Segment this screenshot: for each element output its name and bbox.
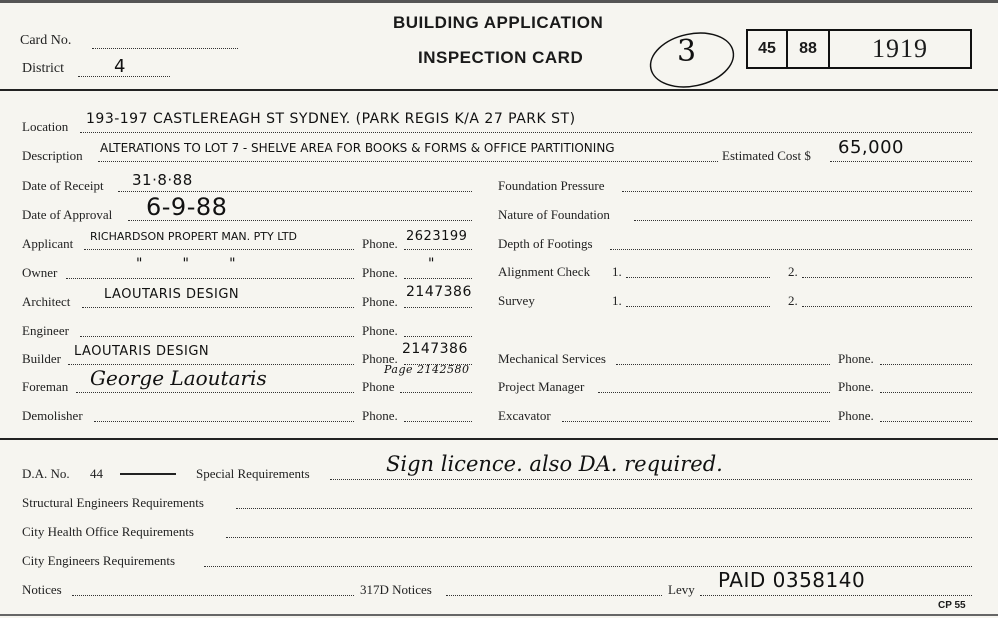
foreman-phone-label: Phone — [362, 379, 395, 394]
box-code-2: 88 — [786, 29, 830, 69]
applicant-value: RICHARDSON PROPERT MAN. PTY LTD — [90, 230, 298, 243]
structural-label: Structural Engineers Requirements — [22, 495, 204, 510]
demolisher-line — [94, 421, 354, 422]
builder-phone-label: Phone. — [362, 351, 398, 366]
applicant-phone-line — [404, 249, 472, 250]
notices-317d-line — [446, 595, 662, 596]
mechanical-phone-line — [880, 364, 972, 365]
builder-line — [68, 364, 354, 365]
date-of-receipt-value: 31·8·88 — [132, 171, 193, 189]
card-no-label: Card No. — [20, 33, 72, 48]
mechanical-phone-label: Phone. — [838, 351, 874, 366]
alignment-1-line — [626, 277, 770, 278]
survey-1-label: 1. — [612, 293, 622, 308]
location-label: Location — [22, 119, 69, 134]
title-line1: BUILDING APPLICATION — [393, 13, 604, 32]
owner-value: " " " — [136, 256, 237, 272]
architect-phone-line — [404, 307, 472, 308]
foreman-value: George Laoutaris — [90, 366, 267, 390]
engineer-label: Engineer — [22, 323, 69, 338]
special-requirements-value: Sign licence. also DA. required. — [386, 452, 723, 476]
engineer-line — [80, 336, 354, 337]
location-value: 193-197 CASTLEREAGH ST SYDNEY. (PARK REGIS K/A 27 PARK ST) — [86, 111, 576, 127]
owner-phone-value: " — [428, 256, 435, 272]
foreman-label: Foreman — [22, 379, 69, 394]
excavator-phone-line — [880, 421, 972, 422]
foundation-pressure-line — [622, 191, 972, 192]
top-edge — [0, 0, 998, 3]
mechanical-line — [616, 364, 830, 365]
survey-label: Survey — [498, 293, 535, 308]
estimated-cost-value: 65,000 — [838, 137, 904, 158]
architect-value: LAOUTARIS DESIGN — [104, 287, 240, 302]
date-of-receipt-label: Date of Receipt — [22, 178, 104, 193]
applicant-phone-label: Phone. — [362, 236, 398, 251]
depth-of-footings-line — [610, 249, 972, 250]
project-manager-label: Project Manager — [498, 379, 585, 394]
nature-of-foundation-label: Nature of Foundation — [498, 207, 610, 222]
builder-label: Builder — [22, 351, 61, 366]
depth-of-footings-label: Depth of Footings — [498, 236, 593, 251]
nature-of-foundation-line — [634, 220, 972, 221]
levy-label: Levy — [668, 582, 695, 597]
owner-label: Owner — [22, 265, 58, 280]
levy-value: PAID 0358140 — [718, 568, 866, 592]
structural-line — [236, 508, 972, 509]
middle-rule — [0, 438, 998, 440]
district-value: 4 — [114, 56, 126, 77]
architect-line — [82, 307, 354, 308]
date-of-approval-value: 6-9-88 — [146, 193, 228, 221]
architect-phone-label: Phone. — [362, 294, 398, 309]
project-manager-phone-label: Phone. — [838, 379, 874, 394]
demolisher-label: Demolisher — [22, 408, 83, 423]
owner-phone-label: Phone. — [362, 265, 398, 280]
health-label: City Health Office Requirements — [22, 524, 194, 539]
header-rule — [0, 89, 998, 91]
special-requirements-line — [330, 479, 972, 480]
engineer-phone-line — [404, 336, 472, 337]
excavator-line — [562, 421, 830, 422]
builder-phone-value: 2147386 — [402, 341, 468, 357]
excavator-phone-label: Phone. — [838, 408, 874, 423]
alignment-2-label: 2. — [788, 264, 798, 279]
architect-label: Architect — [22, 294, 71, 309]
excavator-label: Excavator — [498, 408, 551, 423]
pager-value: Page 2142580 — [384, 363, 470, 376]
survey-2-line — [802, 306, 972, 307]
notices-line — [72, 595, 354, 596]
da-no-value: 44 — [90, 466, 103, 481]
da-no-label: D.A. No. — [22, 466, 70, 481]
box-card-number: 1919 — [828, 29, 972, 69]
box-code-1: 45 — [746, 29, 788, 69]
card-no-line — [92, 48, 238, 49]
foundation-pressure-label: Foundation Pressure — [498, 178, 605, 193]
city-engineers-label: City Engineers Requirements — [22, 553, 176, 568]
city-engineers-line — [204, 566, 972, 567]
alignment-check-label: Alignment Check — [498, 264, 591, 279]
project-manager-line — [598, 392, 830, 393]
mechanical-label: Mechanical Services — [498, 351, 606, 366]
date-of-approval-label: Date of Approval — [22, 207, 113, 222]
location-line — [80, 132, 972, 133]
health-line — [226, 537, 972, 538]
survey-2-label: 2. — [788, 293, 798, 308]
alignment-1-label: 1. — [612, 264, 622, 279]
owner-phone-line — [404, 278, 472, 279]
engineer-phone-label: Phone. — [362, 323, 398, 338]
description-label: Description — [22, 148, 83, 163]
description-value: ALTERATIONS TO LOT 7 - SHELVE AREA FOR BOOKS & FORMS & OFFICE PARTITIONING — [100, 141, 615, 155]
alignment-2-line — [802, 277, 972, 278]
date-of-receipt-line — [118, 191, 472, 192]
description-line — [98, 161, 718, 162]
district-label: District — [22, 61, 64, 76]
estimated-cost-label: Estimated Cost $ — [722, 148, 811, 163]
levy-line — [700, 595, 972, 596]
notices-317d-label: 317D Notices — [360, 582, 432, 597]
form-code: CP 55 — [938, 600, 966, 611]
title-line2: INSPECTION CARD — [418, 48, 584, 67]
architect-phone-value: 2147386 — [406, 284, 472, 300]
owner-line — [66, 278, 354, 279]
survey-1-line — [626, 306, 770, 307]
applicant-line — [84, 249, 354, 250]
builder-value: LAOUTARIS DESIGN — [74, 344, 210, 359]
da-no-dash — [120, 473, 176, 475]
applicant-label: Applicant — [22, 236, 74, 251]
demolisher-phone-label: Phone. — [362, 408, 398, 423]
bottom-edge — [0, 614, 998, 616]
estimated-cost-line — [830, 161, 972, 162]
circled-number: 3 — [677, 34, 697, 69]
demolisher-phone-line — [404, 421, 472, 422]
foreman-line — [76, 392, 354, 393]
project-manager-phone-line — [880, 392, 972, 393]
applicant-phone-value: 2623199 — [406, 229, 468, 244]
foreman-phone-line — [400, 392, 472, 393]
notices-label: Notices — [22, 582, 62, 597]
special-requirements-label: Special Requirements — [196, 466, 310, 481]
